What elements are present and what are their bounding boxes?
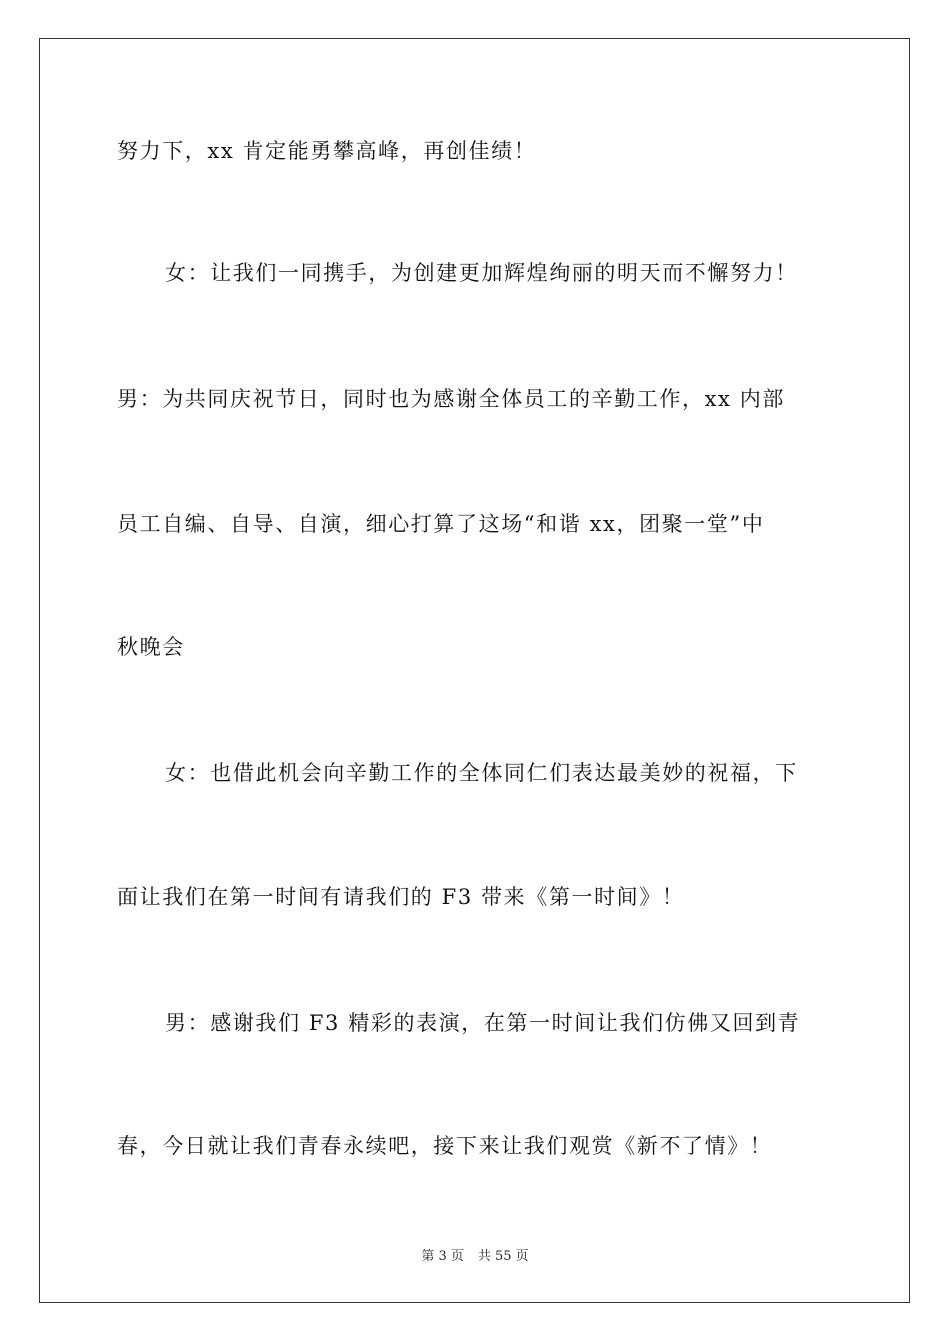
paragraph-line: 男：为共同庆祝节日，同时也为感谢全体员工的辛勤工作，xx 内部 <box>117 387 785 411</box>
paragraph-line: 女：让我们一同携手，为创建更加辉煌绚丽的明天而不懈努力！ <box>165 261 798 285</box>
paragraph-line: 员工自编、自导、自演，细心打算了这场“和谐 xx，团聚一堂”中 <box>117 512 765 536</box>
page-border <box>39 38 910 1303</box>
paragraph-line: 秋晚会 <box>117 635 185 659</box>
paragraph-line: 努力下，xx 肯定能勇攀高峰，再创佳绩！ <box>117 139 537 163</box>
paragraph-line: 春，今日就让我们青春永续吧，接下来让我们观赏《新不了情》！ <box>117 1134 773 1158</box>
page-footer <box>0 1248 950 1266</box>
page-number: 第 3 页 <box>421 1249 464 1264</box>
paragraph-line: 女：也借此机会向辛勤工作的全体同仁们表达最美妙的祝福，下 <box>165 761 798 785</box>
page-total: 共 55 页 <box>477 1249 529 1264</box>
paragraph-line: 男：感谢我们 F3 精彩的表演，在第一时间让我们仿佛又回到青 <box>165 1011 801 1035</box>
paragraph-line: 面让我们在第一时间有请我们的 F3 带来《第一时间》！ <box>117 885 685 909</box>
